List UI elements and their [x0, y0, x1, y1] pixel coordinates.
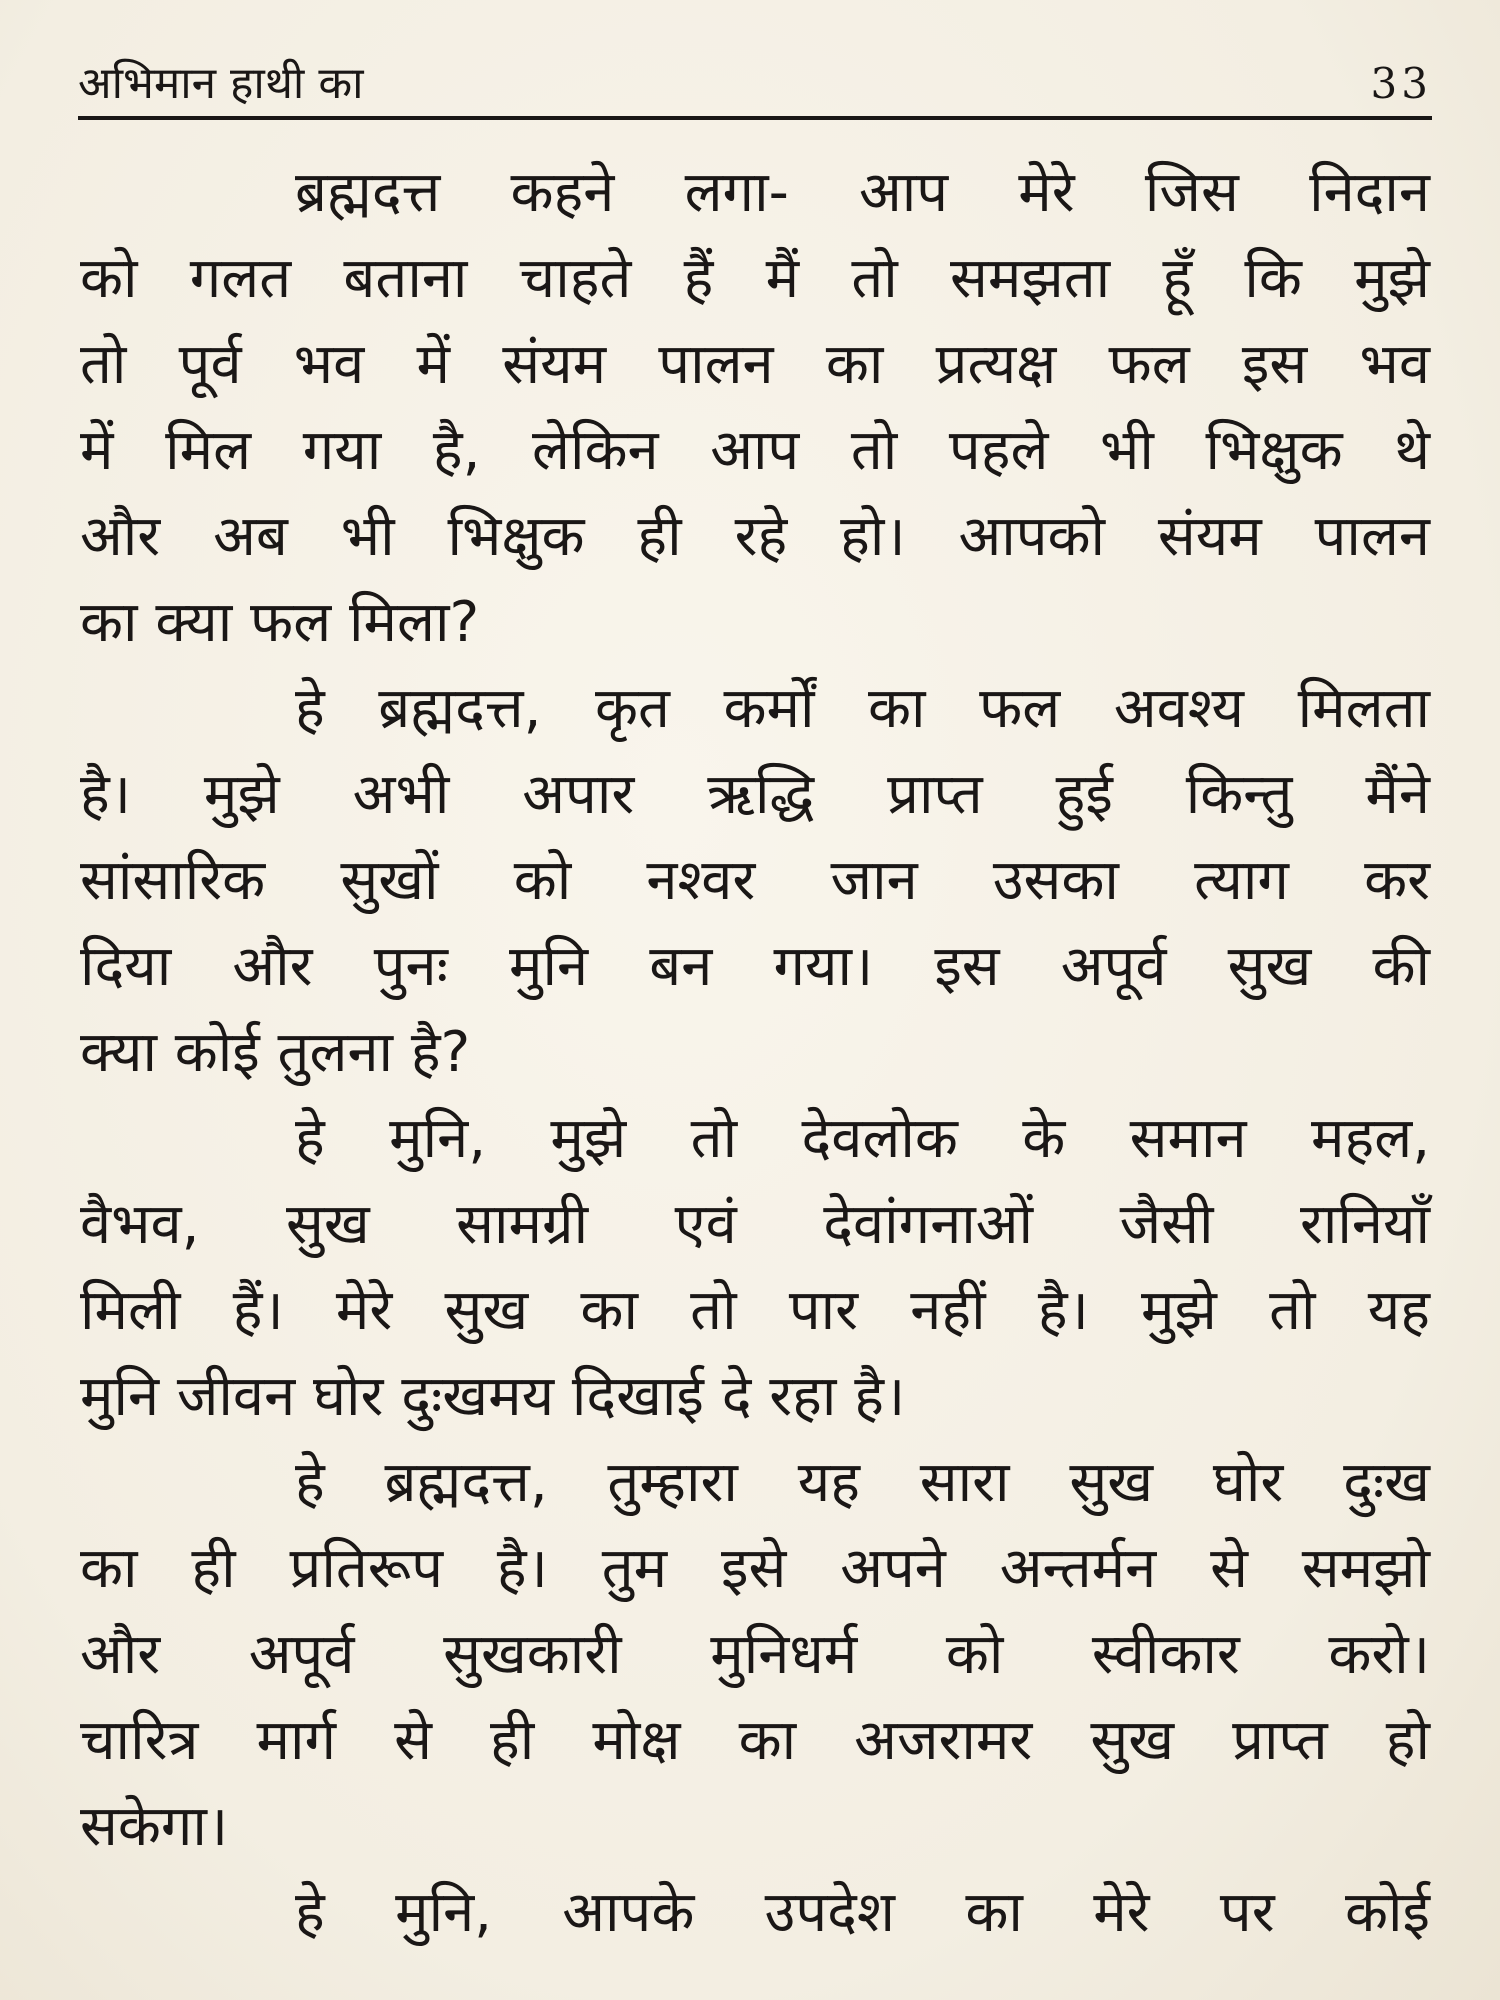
- text-line: सकेगा।: [80, 1794, 229, 1859]
- paragraph-1: [80, 150, 1430, 666]
- running-title: अभिमान हाथी का: [78, 58, 364, 109]
- text-line: का ही प्रतिरूप है। तुम इसे अपने अन्तर्मन से समझो: [80, 1536, 1430, 1601]
- text-line: हे ब्रह्मदत्त, कृत कर्मों का फल अवश्य मिलता: [295, 676, 1430, 741]
- text-line: दिया और पुनः मुनि बन गया। इस अपूर्व सुख की: [80, 934, 1430, 999]
- text-line: का क्या फल मिला?: [80, 590, 480, 655]
- paragraph-5: [80, 1870, 1430, 1956]
- page-number: 33: [1370, 59, 1432, 108]
- text-line: और अब भी भिक्षुक ही रहे हो। आपको संयम पालन: [80, 504, 1430, 569]
- text-line: ब्रह्मदत्त कहने लगा- आप मेरे जिस निदान: [295, 160, 1430, 225]
- body-text: [80, 150, 1430, 1956]
- text-line: है। मुझे अभी अपार ऋद्धि प्राप्त हुई किन्तु मैंने: [80, 762, 1430, 827]
- text-line: सांसारिक सुखों को नश्वर जान उसका त्याग कर: [80, 848, 1430, 913]
- paragraph-4: [80, 1440, 1430, 1870]
- text-line: क्या कोई तुलना है?: [80, 1020, 471, 1085]
- running-header: [78, 52, 1432, 120]
- paragraph-2: [80, 666, 1430, 1096]
- text-line: तो पूर्व भव में संयम पालन का प्रत्यक्ष फल इस भव: [80, 332, 1430, 397]
- text-line: मुनि जीवन घोर दुःखमय दिखाई दे रहा है।: [80, 1364, 906, 1429]
- text-line: और अपूर्व सुखकारी मुनिधर्म को स्वीकार करो।: [80, 1622, 1430, 1687]
- text-line: हे ब्रह्मदत्त, तुम्हारा यह सारा सुख घोर दुःख: [295, 1450, 1430, 1515]
- text-line: वैभव, सुख सामग्री एवं देवांगनाओं जैसी रानियाँ: [80, 1192, 1430, 1257]
- text-line: को गलत बताना चाहते हैं मैं तो समझता हूँ कि मुझे: [80, 246, 1430, 311]
- text-line: चारित्र मार्ग से ही मोक्ष का अजरामर सुख प्राप्त हो: [80, 1708, 1430, 1773]
- text-line: मिली हैं। मेरे सुख का तो पार नहीं है। मुझे तो यह: [80, 1278, 1430, 1343]
- paragraph-3: [80, 1096, 1430, 1440]
- text-line: हे मुनि, मुझे तो देवलोक के समान महल,: [295, 1106, 1430, 1171]
- text-line: हे मुनि, आपके उपदेश का मेरे पर कोई: [295, 1880, 1430, 1945]
- text-line: में मिल गया है, लेकिन आप तो पहले भी भिक्षुक थे: [80, 418, 1430, 483]
